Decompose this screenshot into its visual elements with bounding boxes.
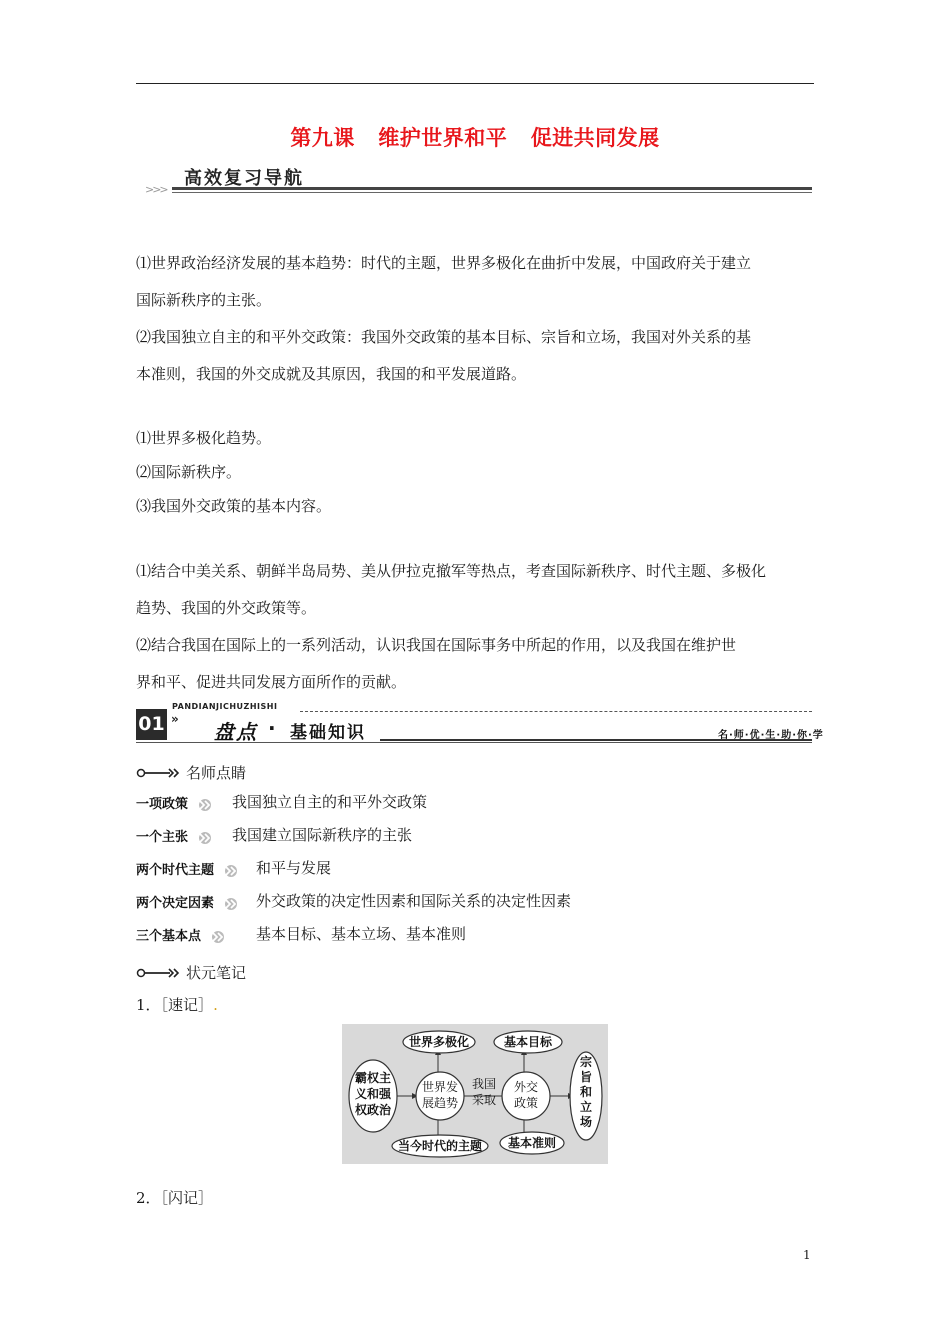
node-label: 权政治 [354, 1103, 392, 1117]
text-line: ⑶我国外交政策的基本内容。 [136, 497, 332, 515]
key-point-row [136, 892, 241, 911]
double-chevron-icon [195, 799, 215, 811]
node-label: 立 [579, 1100, 593, 1114]
key-point-row [136, 859, 241, 878]
edge-label: 采取 [471, 1093, 497, 1107]
node-label: 政策 [513, 1096, 539, 1110]
key-point-text: 基本目标、基本立场、基本准则 [256, 925, 467, 943]
node-label: 义和强 [354, 1087, 392, 1101]
node-label: 基本目标 [503, 1035, 553, 1049]
chevron-decoration-icon: >>> [145, 183, 167, 196]
key-point-row [136, 826, 215, 845]
node-label: 当今时代的主题 [397, 1139, 483, 1153]
node-label: 场 [579, 1115, 593, 1129]
key-point-label: 一项政策 [136, 797, 189, 812]
node-label: 宗 [579, 1055, 593, 1069]
node-label: 霸权主 [354, 1071, 392, 1085]
key-point-text: 和平与发展 [256, 859, 332, 877]
text-line: 国际新秩序的主张。 [136, 291, 272, 309]
double-chevron-icon [221, 898, 241, 910]
section-number-badge: 01 [136, 709, 167, 740]
node-label: 世界发 [421, 1080, 459, 1094]
text-line: ⑴世界政治经济发展的基本趋势：时代的主题，世界多极化在曲折中发展，中国政府关于建立 [136, 254, 752, 272]
key-point-text: 我国独立自主的和平外交政策 [232, 793, 428, 811]
key-point-label: 两个决定因素 [136, 896, 215, 911]
exam-trend-block [136, 553, 816, 701]
section-title-main: 盘点 [214, 720, 258, 744]
text-line: 本准则，我国的外交成就及其原因，我国的和平发展道路。 [136, 365, 527, 383]
review-scope-block [136, 245, 816, 393]
node-label: 外交 [513, 1080, 539, 1094]
section-dashed-rule [300, 711, 812, 712]
node-label: 基本准则 [507, 1136, 557, 1150]
sub-heading-text: 状元笔记 [186, 964, 247, 982]
teacher-tips-heading [136, 762, 246, 786]
key-point-row [136, 925, 228, 944]
node-label: 旨 [579, 1070, 593, 1084]
double-chevron-icon [195, 832, 215, 844]
section-rule [136, 742, 812, 743]
key-point-row [136, 793, 215, 812]
section-title-sub: 基础知识 [290, 723, 366, 743]
bullet-arrow-icon [136, 767, 182, 779]
text-line: ⑴结合中美关系、朝鲜半岛局势、美从伊拉克撤军等热点，考查国际新秩序、时代主题、多极化 [136, 562, 767, 580]
section-title-dot: · [268, 716, 276, 740]
review-navigation-heading: 高效复习导航 [184, 168, 304, 189]
text-line: ⑴世界多极化趋势。 [136, 429, 272, 447]
edge-label: 我国 [471, 1077, 497, 1091]
lesson-title: 第九课 维护世界和平 促进共同发展 [290, 126, 660, 150]
note-2-heading: 2．［闪记］ [136, 1189, 214, 1207]
section-slogan: 名·师·优·生·助·你·学 [718, 730, 824, 741]
double-chevron-icon [221, 865, 241, 877]
note-1-heading: 1．［速记］. [136, 996, 218, 1014]
key-point-text: 我国建立国际新秩序的主张 [232, 826, 413, 844]
text-line: 界和平、促进共同发展方面所作的贡献。 [136, 673, 407, 691]
banner-rule-thin [172, 192, 812, 193]
concept-diagram [342, 1024, 608, 1164]
section-pinyin: PANDIANJICHUZHISHI [172, 702, 278, 711]
key-point-label: 一个主张 [136, 830, 189, 845]
banner-rule [172, 187, 812, 190]
key-points-block [136, 420, 816, 522]
text-line: ⑵国际新秩序。 [136, 463, 242, 481]
sub-heading-text: 名师点睛 [186, 764, 247, 782]
page-number: 1 [803, 1248, 811, 1262]
top-rule [136, 83, 814, 84]
double-chevron-icon [208, 931, 228, 943]
text-line: 趋势、我国的外交政策等。 [136, 599, 317, 617]
double-chevron-icon: » [171, 712, 179, 726]
key-point-label: 两个时代主题 [136, 863, 215, 878]
key-point-label: 三个基本点 [136, 929, 202, 944]
key-point-text: 外交政策的决定性因素和国际关系的决定性因素 [256, 892, 572, 910]
section-rule-thick [380, 739, 812, 741]
node-label: 和 [579, 1085, 593, 1099]
node-label: 世界多极化 [408, 1035, 470, 1049]
text-line: ⑵我国独立自主的和平外交政策：我国外交政策的基本目标、宗旨和立场，我国对外关系的基 [136, 328, 752, 346]
top-scholar-notes-heading [136, 962, 246, 986]
text-line: ⑵结合我国在国际上的一系列活动，认识我国在国际事务中所起的作用，以及我国在维护世 [136, 636, 737, 654]
node-label: 展趋势 [421, 1096, 459, 1110]
bullet-arrow-icon [136, 967, 182, 979]
